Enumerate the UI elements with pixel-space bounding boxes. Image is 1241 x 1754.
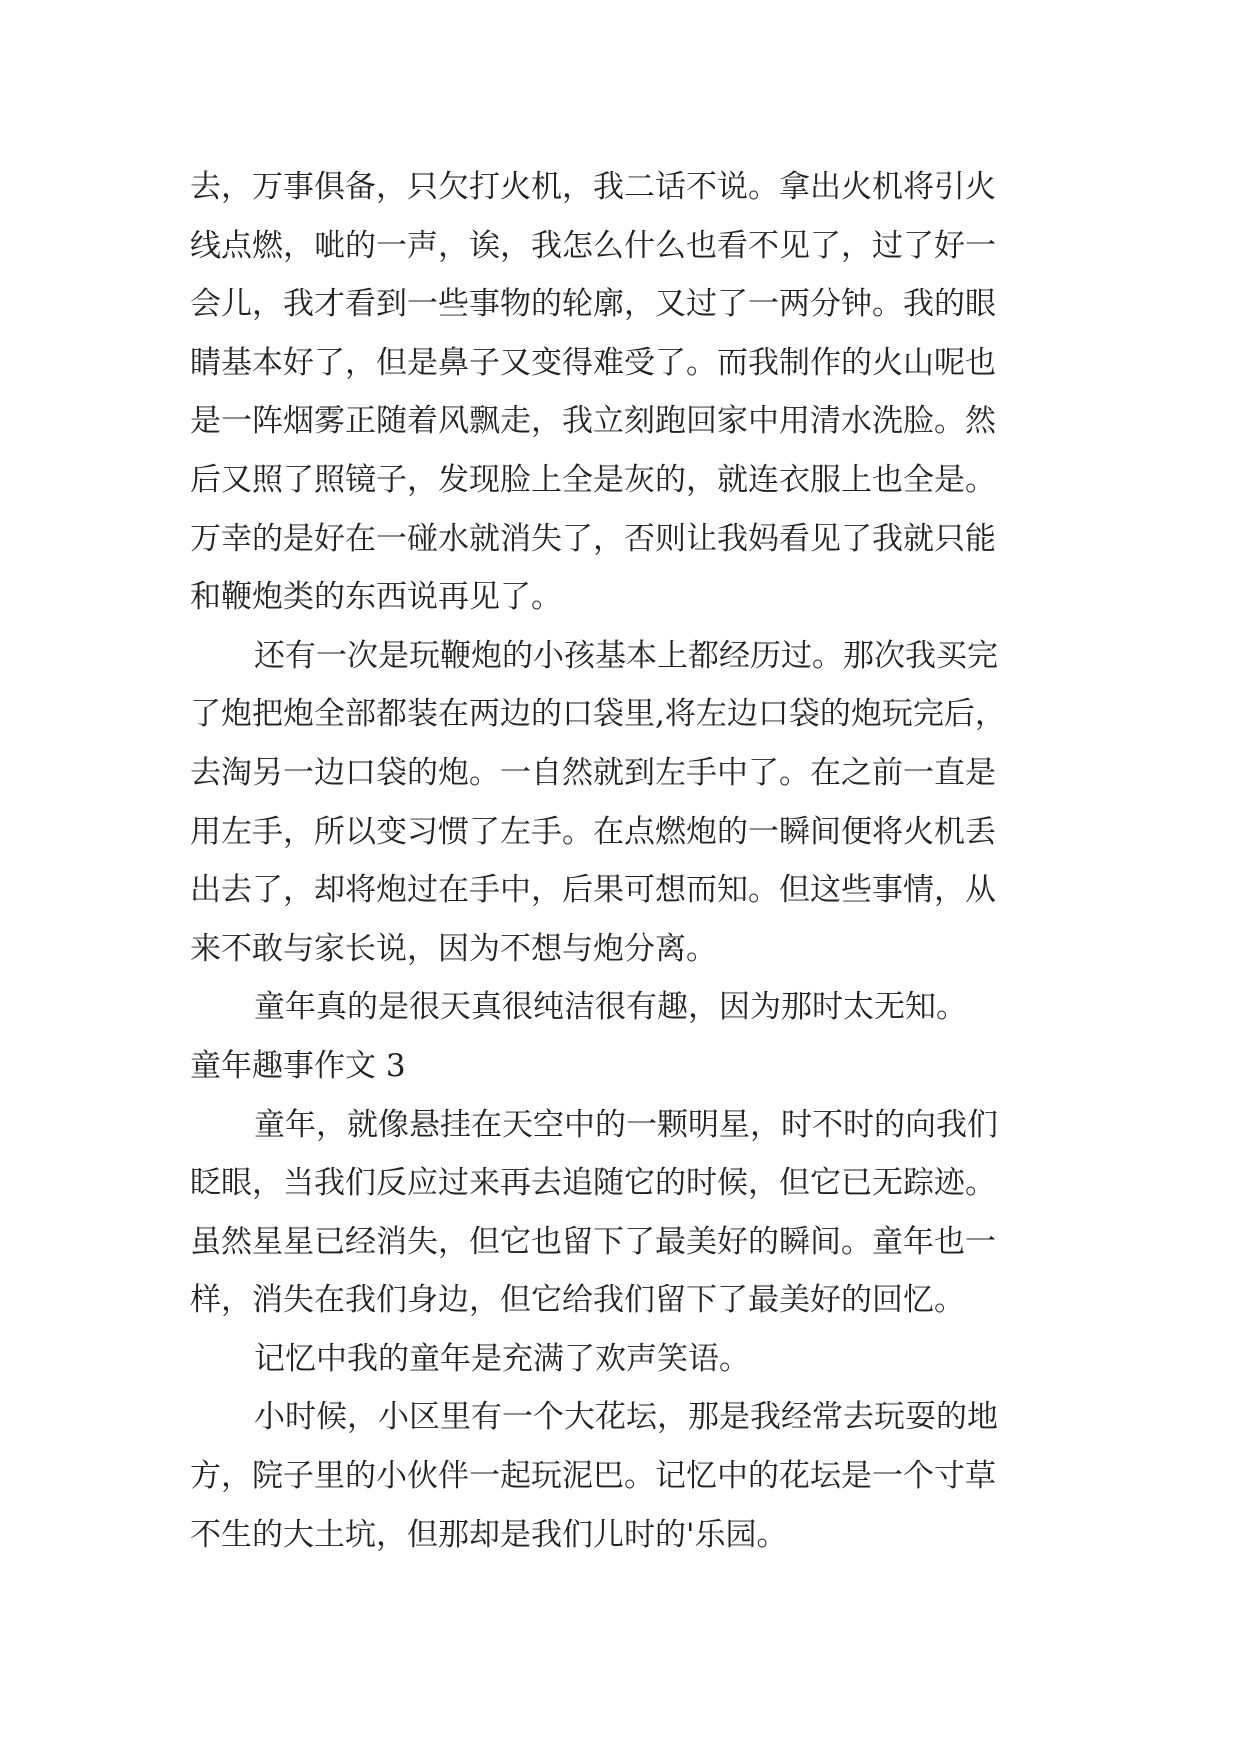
text-line: 虽然星星已经消失，但它也留下了最美好的瞬间。童年也一 xyxy=(190,1223,996,1260)
text-line: 线点燃，呲的一声，诶，我怎么什么也看不见了，过了好一 xyxy=(190,227,996,264)
text-line: 是一阵烟雾正随着风飘走，我立刻跑回家中用清水洗脸。然 xyxy=(190,403,996,440)
text-line: 万幸的是好在一碰水就消失了，否则让我妈看见了我就只能 xyxy=(190,520,996,557)
section-heading: 童年趣事作文 3 xyxy=(190,1047,406,1084)
text-line: 还有一次是玩鞭炮的小孩基本上都经历过。那次我买完 xyxy=(254,637,998,674)
body-text xyxy=(190,158,1070,1564)
text-line: 童年真的是很天真很纯洁很有趣，因为那时太无知。 xyxy=(254,989,967,1026)
text-line: 不生的大土坑，但那却是我们儿时的'乐园。 xyxy=(190,1516,788,1553)
text-line: 睛基本好了，但是鼻子又变得难受了。而我制作的火山呢也 xyxy=(190,344,996,381)
text-line: 来不敢与家长说，因为不想与炮分离。 xyxy=(190,930,717,967)
text-line: 记忆中我的童年是充满了欢声笑语。 xyxy=(254,1340,750,1377)
text-line: 小时候，小区里有一个大花坛，那是我经常去玩耍的地 xyxy=(254,1399,998,1436)
text-line: 童年，就像悬挂在天空中的一颗明星，时不时的向我们 xyxy=(254,1106,998,1143)
text-line: 用左手，所以变习惯了左手。在点燃炮的一瞬间便将火机丢 xyxy=(190,813,996,850)
text-line: 样，消失在我们身边，但它给我们留下了最美好的回忆。 xyxy=(190,1282,965,1319)
text-line: 去淘另一边口袋的炮。一自然就到左手中了。在之前一直是 xyxy=(190,754,996,791)
text-line: 眨眼，当我们反应过来再去追随它的时候，但它已无踪迹。 xyxy=(190,1165,996,1202)
text-line: 了炮把炮全部都装在两边的口袋里,将左边口袋的炮玩完后， xyxy=(190,696,1006,733)
text-line: 会儿，我才看到一些事物的轮廓，又过了一两分钟。我的眼 xyxy=(190,286,996,323)
text-line: 去，万事俱备，只欠打火机，我二话不说。拿出火机将引火 xyxy=(190,169,996,205)
text-line: 方，院子里的小伙伴一起玩泥巴。记忆中的花坛是一个寸草 xyxy=(190,1458,996,1495)
text-line: 出去了，却将炮过在手中，后果可想而知。但这些事情，从 xyxy=(190,872,996,909)
text-line: 和鞭炮类的东西说再见了。 xyxy=(190,579,562,616)
text-line: 后又照了照镜子，发现脸上全是灰的，就连衣服上也全是。 xyxy=(190,461,996,498)
